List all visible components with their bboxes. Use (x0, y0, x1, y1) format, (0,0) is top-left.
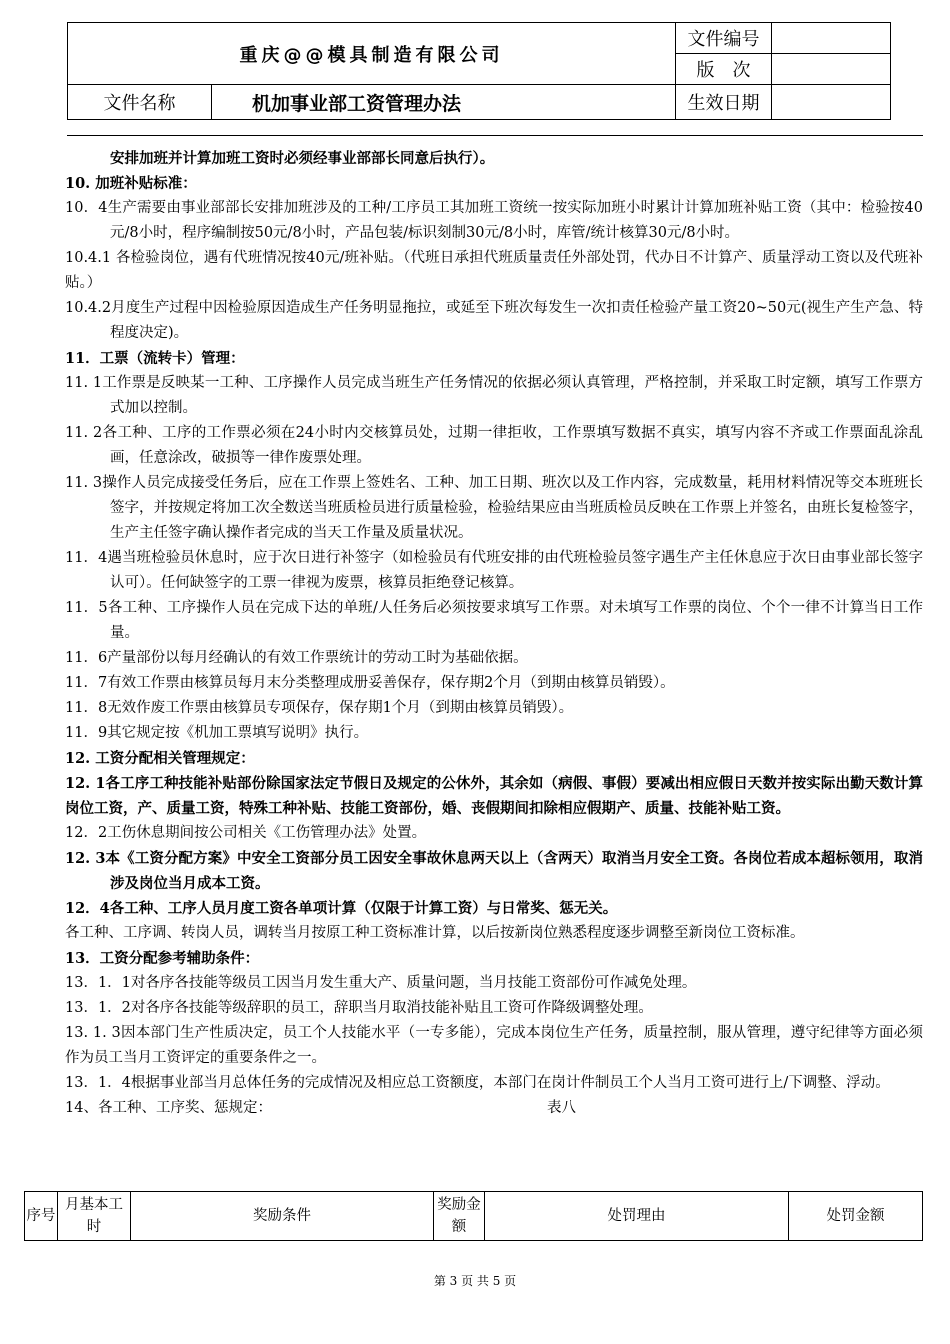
page-footer: 第 3 页 共 5 页 (433, 1274, 517, 1288)
reward-penalty-table (24, 1191, 923, 1241)
paragraph: 11．8无效作废工作票由核算员专项保存，保存期1个月（到期由核算员销毁）。 (65, 700, 574, 716)
version-value (772, 54, 891, 85)
doc-no-label: 文件编号 (676, 23, 772, 54)
paragraph: 10.4.2月度生产过程中因检验原因造成生产任务明显拖拉，或延至下班次每发生一次扣责任检验产量工资20~50元(视生产生产急、特程度决定)。 (65, 300, 923, 341)
paragraph: 11．7有效工作票由核算员每月末分类整理成册妥善保存，保存期2个月（到期由核算员销毁）。 (65, 675, 675, 691)
table-header-row (25, 1192, 923, 1241)
paragraph: 安排加班并计算加班工资时必须经事业部部长同意后执行）。 (110, 150, 495, 167)
paragraph: 11. 1工作票是反映某一工种、工序操作人员完成当班生产任务情况的依据必须认真管理，严格控制，并采取工时定额，填写工作票方式加以控制。 (65, 375, 923, 416)
header-table (67, 22, 891, 120)
paragraph: 10．4生产需要由事业部部长安排加班涉及的工种/工序员工其加班工资统一按实际加班小时累计计算加班补贴工资（其中：检验按40元/8小时，程序编制按50元/8小时，产品包装/标识刻制30元/8小时，库管/统计核算30元/8小时。 (65, 200, 923, 241)
section-14-label: 14、各工种、工序奖、惩规定： (65, 1100, 272, 1116)
paragraph: 11．6产量部份以每月经确认的有效工作票统计的劳动工时为基础依据。 (65, 650, 528, 666)
paragraph: 各工种、工序调、转岗人员，调转当月按原工种工资标准计算，以后按新岗位熟悉程度逐步调整至新岗位工资标准。 (65, 925, 805, 941)
effective-date-label: 生效日期 (676, 85, 772, 120)
paragraph: 13．1．4根据事业部当月总体任务的完成情况及相应总工资额度，本部门在岗计件制员工个人当月工资可进行上/下调整、浮动。 (65, 1075, 890, 1091)
paragraph: 13．1．1对各序各技能等级员工因当月发生重大产、质量问题，当月技能工资部份可作减免处理。 (65, 975, 697, 991)
paragraph: 11．5各工种、工序操作人员在完成下达的单班/人任务后必须按要求填写工作票。对未填写工作票的岗位、个个一律不计算当日工作量。 (65, 600, 923, 641)
paragraph: 13．工资分配参考辅助条件： (65, 950, 260, 967)
header-rule (67, 135, 923, 136)
paragraph: 12. 1各工序工种技能补贴部份除国家法定节假日及规定的公休外，其余如（病假、事假）要减出相应假日天数并按实际出勤天数计算岗位工资，产、质量工资，特殊工种补贴、技能工资部份，婚、丧假期间扣除相应假期产、质量、技能补贴工资。 (65, 775, 923, 817)
col-seq: 序号 (25, 1192, 58, 1241)
paragraph: 12. 3本《工资分配方案》中安全工资部分员工因安全事故休息两天以上（含两天）取消当月安全工资。各岗位若成本超标领用，取消涉及岗位当月成本工资。 (65, 850, 923, 892)
doc-no-value (772, 23, 891, 54)
paragraph: 11. 3操作人员完成接受任务后，应在工作票上签姓名、工种、加工日期、班次以及工作内容，完成数量，耗用材料情况等交本班班长签字，并按规定将加工次全数送当班质检员进行质量检验，检验结果应由当班质检员反映在工作票上并签名，由班长复检签字，生产主任签字确认操作者完成的当天工作量及质量状况。 (65, 475, 923, 541)
paragraph: 12. 工资分配相关管理规定： (65, 750, 255, 767)
col-reward-condition: 奖励条件 (131, 1192, 434, 1241)
version-label: 版 次 (676, 54, 772, 85)
paragraph: 12．2工伤休息期间按公司相关《工伤管理办法》处置。 (65, 825, 427, 841)
paragraph: 10.4.1 各检验岗位，遇有代班情况按40元/班补贴。（代班日承担代班质量责任外部处罚，代办日不计算产、质量浮动工资以及代班补贴。） (65, 250, 923, 291)
paragraph: 11．4遇当班检验员休息时，应于次日进行补签字（如检验员有代班安排的由代班检验员签字遇生产主任休息应于次日由事业部长签字认可）。任何缺签字的工票一律视为废票，核算员拒绝登记核算。 (65, 550, 923, 591)
paragraph: 13．1．2对各序各技能等级辞职的员工，辞职当月取消技能补贴且工资可作降级调整处理。 (65, 1000, 653, 1016)
effective-date-value (772, 85, 891, 120)
file-name-label: 文件名称 (68, 85, 212, 120)
paragraph: 13. 1. 3因本部门生产性质决定，员工个人技能水平（一专多能），完成本岗位生产任务，质量控制，服从管理，遵守纪律等方面必须作为员工当月工资评定的重要条件之一。 (65, 1025, 923, 1066)
paragraph: 10. 加班补贴标准： (65, 175, 197, 192)
paragraph: 11．工票（流转卡）管理： (65, 350, 245, 367)
document-body (65, 146, 923, 1121)
paragraph: 11. 2各工种、工序的工作票必须在24小时内交核算员处，过期一律拒收，工作票填写数据不真实，填写内容不齐或工作票面乱涂乱画，任意涂改，破损等一律作废票处理。 (65, 425, 923, 466)
section-14-line (65, 1096, 923, 1121)
table-label: 表八 (546, 1100, 576, 1116)
col-base-hours: 月基本工时 (58, 1192, 131, 1241)
col-penalty-reason: 处罚理由 (485, 1192, 789, 1241)
paragraph: 11．9其它规定按《机加工票填写说明》执行。 (65, 725, 369, 741)
col-penalty-amount: 处罚金额 (789, 1192, 923, 1241)
col-reward-amount: 奖励金额 (434, 1192, 485, 1241)
file-name: 机加事业部工资管理办法 (212, 85, 676, 120)
paragraph: 12．4各工种、工序人员月度工资各单项计算（仅限于计算工资）与日常奖、惩无关。 (65, 900, 618, 917)
company-name: 重庆@@模具制造有限公司 (68, 23, 676, 85)
